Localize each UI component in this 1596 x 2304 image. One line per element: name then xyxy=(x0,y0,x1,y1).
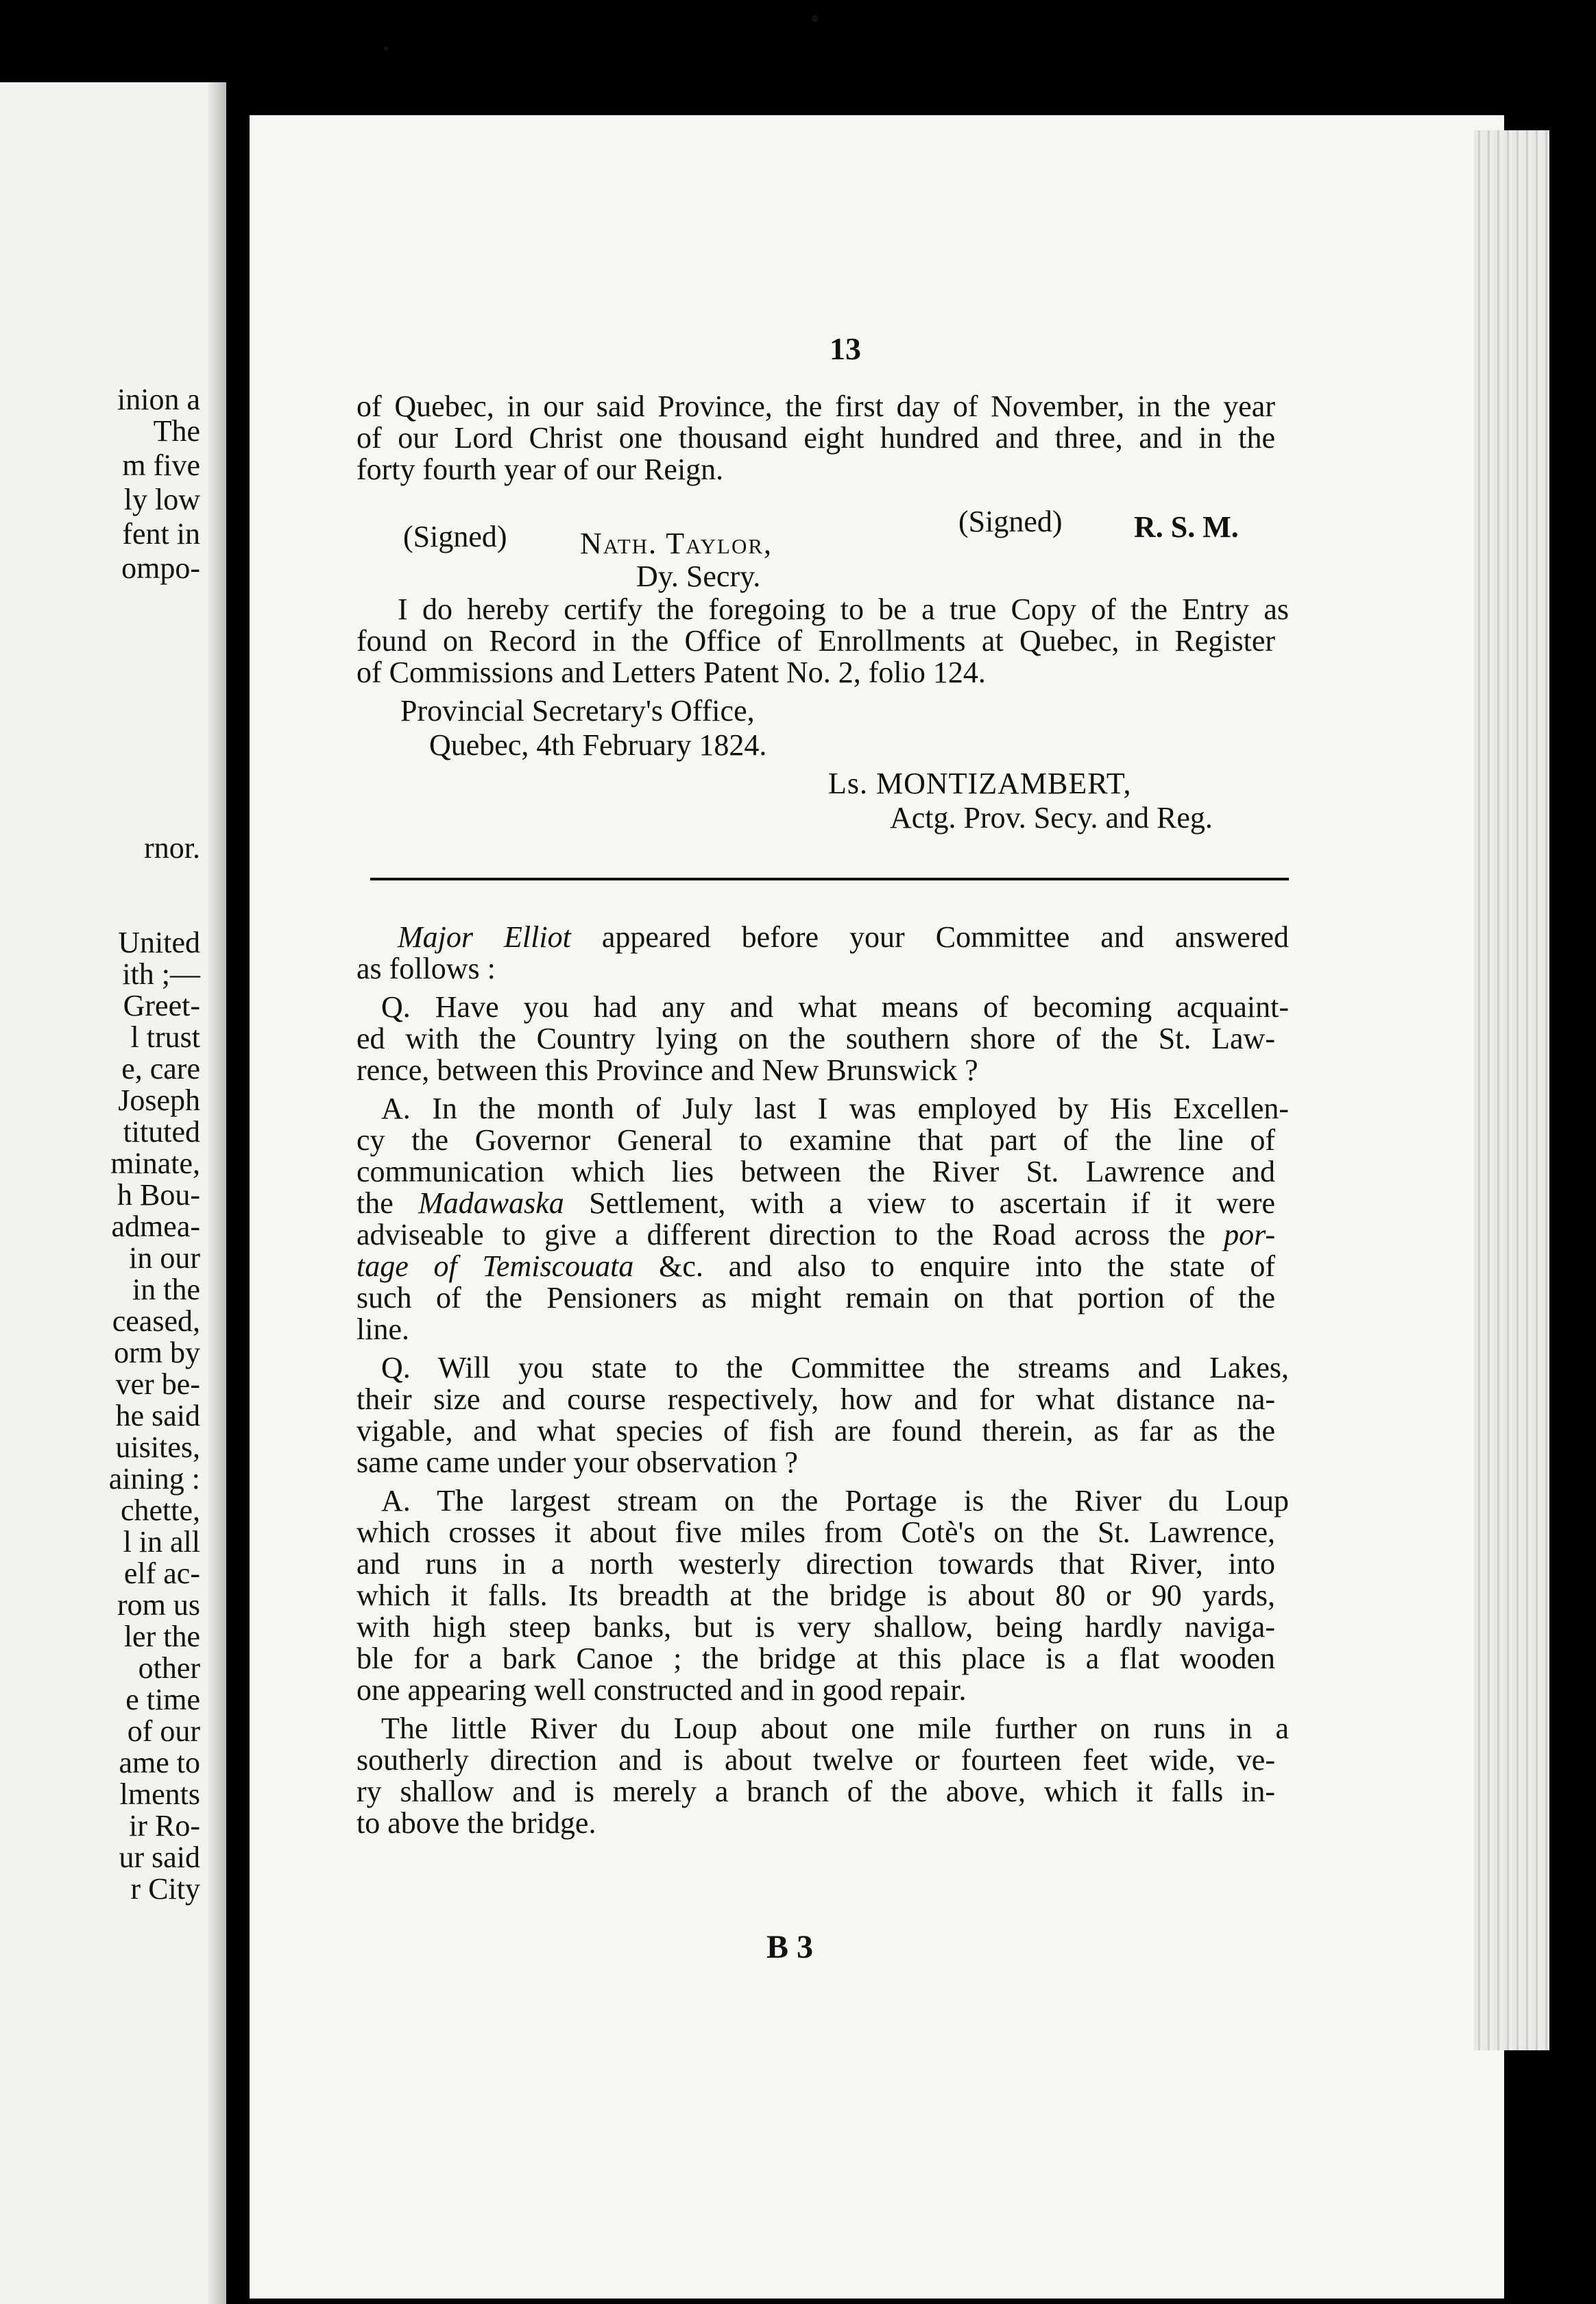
q1-line-3: rence, between this Province and New Brunswick ? xyxy=(356,1053,978,1087)
a2-line-6: ble for a bark Canoe ; the bridge at this place is a flat wooden xyxy=(356,1642,1275,1675)
a1-line-4-post: Settlement, with a view to ascertain if it were xyxy=(564,1186,1276,1220)
a1-line-3: communication which lies between the River St. Lawrence and xyxy=(356,1155,1275,1188)
left-page-line: chette, xyxy=(120,1493,200,1527)
left-page-line: lments xyxy=(119,1777,200,1811)
left-page-line: ame to xyxy=(119,1746,200,1779)
intro-line-2: as follows : xyxy=(356,952,496,985)
left-page-line: ly low xyxy=(123,483,200,516)
left-page-line: l trust xyxy=(130,1020,200,1054)
left-page-line: orm by xyxy=(114,1336,200,1369)
a1-line-5-pre: adviseable to give a different direction to the Road across the xyxy=(356,1218,1224,1251)
q2-line-2: their size and course respectively, how and for what distance na- xyxy=(356,1382,1275,1416)
section-divider xyxy=(370,878,1289,880)
signer-name-left: Nath. Taylor, xyxy=(580,527,773,560)
certificate-line-3: of Commissions and Letters Patent No. 2, folio 124. xyxy=(356,656,986,689)
left-page-line: rom us xyxy=(117,1588,200,1622)
q2-line-3: vigable, and what species of fish are found therein, as far as the xyxy=(356,1414,1275,1448)
left-page-line: ler the xyxy=(123,1620,200,1653)
left-page-line: inion a xyxy=(117,383,200,416)
a1-line-4 xyxy=(356,1188,1275,1219)
left-page-line: rnor. xyxy=(144,831,200,865)
left-page-line: he said xyxy=(115,1399,200,1432)
q1-line-1: Q. Have you had any and what means of becoming acquaint- xyxy=(381,990,1289,1024)
a1-line-6-post: &c. and also to enquire into the state of xyxy=(633,1249,1275,1283)
p3-line-3: ry shallow and is merely a branch of the above, which it falls in- xyxy=(356,1775,1275,1808)
gutter-shadow xyxy=(208,82,226,2304)
commission-line-3: forty fourth year of our Reign. xyxy=(356,453,724,486)
a1-line-8: line. xyxy=(356,1312,409,1346)
signed-label-right: (Signed) xyxy=(958,505,1063,538)
left-page-line: r City xyxy=(130,1872,200,1906)
certificate-office: Provincial Secretary's Office, xyxy=(400,694,755,728)
certifier-title: Actg. Prov. Secy. and Reg. xyxy=(890,801,1213,835)
left-page-line: elf ac- xyxy=(123,1557,200,1590)
q2-line-4: same came under your observation ? xyxy=(356,1445,798,1479)
left-page-line: h Bou- xyxy=(117,1178,200,1212)
signer-initials-right: R. S. M. xyxy=(1134,510,1239,544)
left-page-line: uisites, xyxy=(115,1430,200,1464)
left-page-line: tituted xyxy=(123,1115,200,1149)
q1-line-2: ed with the Country lying on the southern shore of the St. Law- xyxy=(356,1022,1275,1055)
left-page-line: United xyxy=(118,926,200,959)
left-page-line: l in all xyxy=(123,1525,200,1559)
certificate-date: Quebec, 4th February 1824. xyxy=(429,728,767,762)
p3-line-1: The little River du Loup about one mile further on runs in a xyxy=(381,1712,1289,1745)
a1-line-2: cy the Governor General to examine that part of the line of xyxy=(356,1123,1275,1157)
left-page-line: ompo- xyxy=(121,551,200,585)
signed-label-left: (Signed) xyxy=(403,520,507,553)
a1-line-1: A. In the month of July last I was employed by His Excellen- xyxy=(381,1092,1289,1125)
intro-rest: appeared before your Committee and answered xyxy=(570,920,1289,954)
left-page-line: Greet- xyxy=(123,989,200,1022)
left-page-line: ver be- xyxy=(115,1367,200,1401)
left-page-line: e time xyxy=(125,1683,200,1716)
signer-title-left: Dy. Secry. xyxy=(636,560,761,593)
place-temiscouata: tage of Temiscouata xyxy=(356,1249,634,1283)
left-page-line: aining : xyxy=(108,1462,200,1496)
left-page-line: in the xyxy=(132,1273,200,1306)
left-page-line: other xyxy=(138,1651,200,1685)
scan-speck xyxy=(384,47,388,51)
a1-line-6 xyxy=(356,1251,1275,1282)
a2-line-2: which crosses it about five miles from Cotè's on the St. Lawrence, xyxy=(356,1515,1275,1549)
left-page xyxy=(0,82,226,2304)
left-page-line: fent in xyxy=(122,517,200,551)
certifier-name: Ls. MONTIZAMBERT, xyxy=(828,767,1132,800)
left-page-line: of our xyxy=(127,1714,200,1748)
left-page-line: ceased, xyxy=(112,1304,200,1338)
a2-line-5: with high steep banks, but is very shallow, being hardly naviga- xyxy=(356,1610,1275,1644)
a1-line-4-pre: the xyxy=(356,1186,419,1220)
intro-line-1 xyxy=(398,922,1289,953)
a1-line-7: such of the Pensioners as might remain on that portion of the xyxy=(356,1281,1275,1315)
left-page-line: minate, xyxy=(110,1147,200,1180)
commission-line-1: of Quebec, in our said Province, the first day of November, in the year xyxy=(356,389,1275,423)
left-page-line: ur said xyxy=(119,1840,200,1874)
a2-line-1: A. The largest stream on the Portage is the River du Loup xyxy=(381,1484,1289,1517)
p3-line-2: southerly direction and is about twelve or fourteen feet wide, ve- xyxy=(356,1743,1275,1777)
a2-line-7: one appearing well constructed and in good repair. xyxy=(356,1673,967,1707)
certificate-line-2: found on Record in the Office of Enrollments at Quebec, in Register xyxy=(356,624,1275,658)
signature-mark: B 3 xyxy=(766,1929,814,1965)
commission-line-2: of our Lord Christ one thousand eight hundred and three, and in the xyxy=(356,421,1275,455)
left-page-line: e, care xyxy=(121,1052,200,1085)
left-page-line: ith ;— xyxy=(122,957,200,991)
left-page-line: The xyxy=(153,414,200,448)
q2-line-1: Q. Will you state to the Committee the streams and Lakes, xyxy=(381,1351,1289,1384)
page-edges xyxy=(1474,130,1549,2050)
left-page-line: in our xyxy=(129,1241,200,1275)
certificate-line-1: I do hereby certify the foregoing to be a true Copy of the Entry as xyxy=(398,592,1289,626)
left-page-line: Joseph xyxy=(118,1083,200,1117)
a2-line-3: and runs in a north westerly direction towards that River, into xyxy=(356,1547,1275,1581)
left-page-line: ir Ro- xyxy=(129,1809,200,1843)
a1-line-5 xyxy=(356,1219,1275,1251)
page-number: 13 xyxy=(830,331,861,366)
a1-line-5-italic: por- xyxy=(1224,1218,1275,1251)
place-madawaska: Madawaska xyxy=(418,1186,564,1220)
witness-name: Major Elliot xyxy=(398,920,571,954)
p3-line-4: to above the bridge. xyxy=(356,1806,596,1840)
left-page-line: m five xyxy=(122,448,200,482)
left-page-line: admea- xyxy=(111,1210,200,1243)
scan-speck xyxy=(812,15,819,22)
a2-line-4: which it falls. Its breadth at the bridge is about 80 or 90 yards, xyxy=(356,1579,1275,1612)
